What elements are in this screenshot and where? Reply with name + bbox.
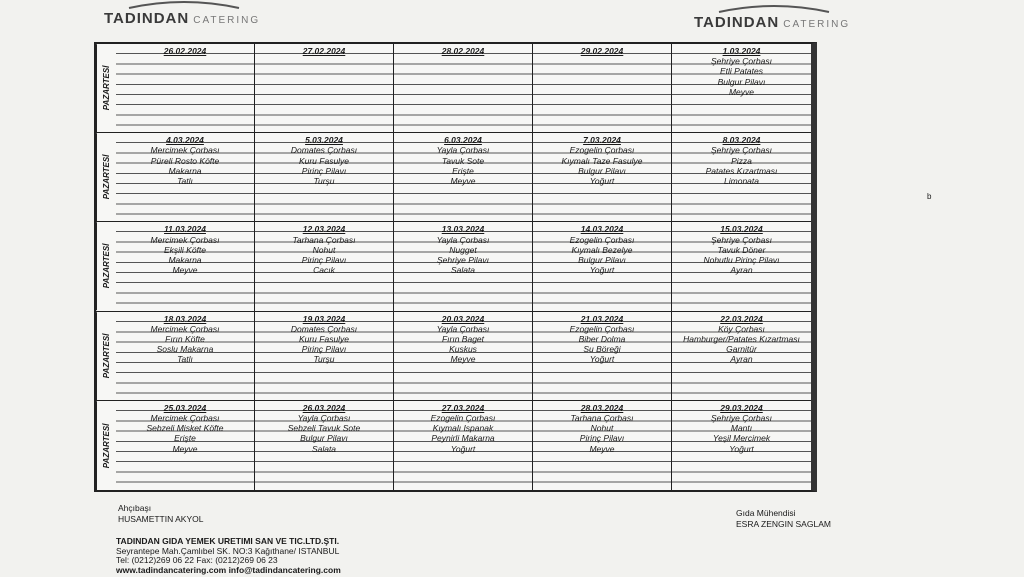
menu-item: Bulgur Pilavı [578,255,626,265]
menu-item: Bulgur Pilavı [300,433,348,444]
day-date: 28.02.2024 [441,46,485,56]
day-cell [394,44,533,132]
menu-item: Mercimek Çorbası [150,234,220,245]
menu-item: Mantı [730,423,753,434]
menu-item: Soslu Makarna [156,344,214,355]
menu-item: Kuru Fasulye [298,334,350,344]
day-date: 27.02.2024 [302,46,346,56]
menu-item: Turşu [313,354,335,365]
menu-item: Nohutlu Pirinç Pilavı [703,255,780,265]
day-date: 29.02.2024 [580,46,624,56]
day-date: 19.03.2024 [302,313,346,324]
chef-signature [118,503,204,525]
menu-item: Bulgur Pilavı [578,165,626,176]
menu-item: Kuskus [449,344,477,355]
day-date: 15.03.2024 [720,224,763,235]
menu-item: Şehriye Çorbası [711,56,772,67]
menu-item: Sebzeli Tavuk Sote [287,423,361,434]
day-cell [533,401,672,490]
day-cell [394,222,533,310]
menu-item: Köy Çorbası [718,323,765,334]
menu-item: Fırın Köfte [165,334,205,344]
menu-item: Yayla Çorbası [436,323,490,334]
day-cell [672,133,811,221]
menu-item: Şehriye Çorbası [711,145,772,156]
menu-item: Ezogelin Çorbası [569,234,635,245]
day-cell [394,312,533,400]
day-cell [533,222,672,310]
menu-item: Pirinç Pilavı [579,433,625,444]
menu-item: Meyve [172,443,198,454]
weekday-label: PAZARTESİ [96,133,116,221]
menu-item: Erişte [174,433,196,444]
day-date: 5.03.2024 [305,135,343,146]
menu-item: Yayla Çorbası [297,413,351,423]
menu-item: Fırın Baget [441,334,485,344]
logo-swoosh-icon [714,4,834,14]
engineer-name: ESRA ZENGIN SAGLAM [736,519,831,529]
day-date: 20.03.2024 [441,313,485,324]
day-cell [394,401,533,490]
menu-item: Sebzeli Misket Köfte [146,423,224,434]
menu-item: Pirinç Pilavı [301,344,347,355]
menu-item: Mercimek Çorbası [150,145,220,156]
day-cell [116,401,255,490]
day-date: 26.03.2024 [302,402,346,413]
company-web: www.tadindancatering.com info@tadindancatering.com [116,564,341,575]
chef-name: HUSAMETTIN AKYOL [118,514,204,524]
menu-table [94,42,817,492]
menu-item: Püreli Rosto Köfte [150,155,220,166]
menu-item: Şehriye Çorbası [711,413,772,423]
menu-item: Mercimek Çorbası [150,413,220,423]
day-cell [533,312,672,400]
day-date: 14.03.2024 [580,224,624,235]
menu-item: Meyve [450,176,476,186]
week-row [96,312,811,401]
menu-item: Makarna [168,255,202,265]
company-name: TADINDAN GIDA YEMEK URETIMI SAN VE TIC.LTD.ŞTI. [116,536,340,546]
menu-item: Ekşili Köfte [163,244,207,255]
menu-item: Nohut [312,244,336,255]
menu-item: Peynirli Makarna [431,433,495,444]
day-cell [672,222,811,310]
menu-item: Yoğurt [450,443,476,454]
engineer-title: Gıda Mühendisi [736,508,796,518]
menu-item: Yoğurt [729,443,754,454]
menu-item: Pirinç Pilavı [301,255,347,265]
menu-item: Salata [450,265,476,276]
menu-item: Pirinç Pilavı [301,165,347,176]
menu-item: Kıymalı Taze Fasulye [561,155,643,166]
menu-item: Domates Çorbası [290,145,358,156]
day-cell [255,222,394,310]
menu-item: Biber Dolma [578,334,626,344]
logo-swoosh-icon [124,0,244,10]
menu-item: Salata [311,443,337,454]
menu-item: Tavuk Döner [717,244,766,255]
engineer-signature [736,508,831,530]
company-address: Seyrantepe Mah.Çamlıbel SK. NO:3 Kağıthane/ ISTANBUL [116,545,340,556]
day-cell [255,44,394,132]
menu-item: Yayla Çorbası [436,234,490,245]
day-cell [255,133,394,221]
menu-item: Mercimek Çorbası [150,323,220,334]
menu-item: Kuru Fasulye [298,155,350,166]
day-cell [116,133,255,221]
chef-title: Ahçıbaşı [118,503,152,513]
logo-sub-text: CATERING [783,19,851,30]
menu-item: Nohut [590,423,614,434]
day-date: 1.03.2024 [722,46,761,56]
logo-brand-text: TADINDAN [104,10,190,27]
logo-brand-text: TADINDAN [694,14,780,31]
menu-item: Erişte [452,165,474,176]
menu-item: Domates Çorbası [290,323,358,334]
day-cell [672,401,811,490]
day-date: 11.03.2024 [164,224,206,235]
day-date: 7.03.2024 [583,135,621,146]
menu-item: Hamburger/Patates Kızartması [683,334,800,344]
company-logo-right [694,14,850,32]
weekday-label: PAZARTESİ [96,222,116,310]
logo-sub-text: CATERING [193,15,261,26]
menu-item: Tatlı [177,354,193,365]
week-row [96,401,811,490]
menu-item: Meyve [589,443,615,454]
menu-item: Yeşil Mercimek [712,433,771,444]
menu-item: Nugget [449,244,477,255]
menu-item: Yoğurt [589,176,615,186]
day-date: 25.03.2024 [163,402,207,413]
menu-item: Bulgur Pilavı [717,76,766,87]
menu-item: Yoğurt [589,354,615,365]
day-cell [255,312,394,400]
day-cell [672,44,811,132]
menu-item: Şehriye Çorbası [711,234,772,245]
day-cell [394,133,533,221]
menu-item: Kıymalı Ispanak [432,423,494,434]
menu-item: Meyve [172,265,198,276]
weekday-label: PAZARTESİ [96,312,116,400]
day-cell [116,44,255,132]
day-cell [116,222,255,310]
menu-item: Meyve [728,86,755,97]
week-row [96,44,811,133]
side-mark: b [927,192,932,201]
menu-item: Garnitür [726,344,757,355]
day-date: 27.03.2024 [441,402,485,413]
menu-item: Yayla Çorbası [436,145,490,156]
menu-item: Tarhana Çorbası [292,234,356,245]
menu-item: Etli Patates [720,66,763,77]
day-date: 28.03.2024 [580,402,624,413]
menu-item: Su Böreği [583,344,621,355]
menu-item: Kıymalı Bezelye [571,244,633,255]
weekday-label: PAZARTESİ [96,44,116,132]
menu-item: Tarhana Çorbası [570,413,634,423]
week-row [96,133,811,222]
menu-item: Ezogelin Çorbası [430,413,496,423]
day-date: 12.03.2024 [302,224,346,235]
company-footer [116,537,341,575]
menu-item: Cacık [313,265,335,276]
menu-item: Ayran [730,354,753,365]
menu-item: Turşu [313,176,335,186]
day-date: 8.03.2024 [722,135,761,146]
company-logo-left [104,10,260,28]
menu-item: Ayran [730,265,753,276]
company-phone: Tel: (0212)269 06 22 Fax: (0212)269 06 23 [116,555,278,566]
day-cell [672,312,811,400]
day-date: 13.03.2024 [441,224,485,235]
menu-item: Tavuk Sote [441,155,485,166]
menu-item: Ezogelin Çorbası [569,145,635,156]
menu-item: Yoğurt [589,265,615,276]
day-cell [255,401,394,490]
day-date: 6.03.2024 [444,135,482,146]
menu-item: Şehriye Pilavı [437,255,489,265]
menu-item: Pizza [731,155,752,166]
menu-item: Patates Kızartması [705,165,778,176]
week-row [96,222,811,311]
menu-item: Ezogelin Çorbası [569,323,635,334]
day-date: 22.03.2024 [720,313,763,324]
menu-item: Limonata [724,176,759,186]
weekday-label: PAZARTESİ [96,401,116,490]
menu-item: Meyve [450,354,476,365]
day-cell [533,44,672,132]
day-cell [533,133,672,221]
menu-item: Tatlı [177,176,193,186]
day-date: 4.03.2024 [166,135,204,146]
menu-item: Makarna [168,165,202,176]
day-date: 29.03.2024 [720,402,763,413]
day-cell [116,312,255,400]
day-date: 26.02.2024 [163,46,207,56]
day-date: 18.03.2024 [163,313,207,324]
day-date: 21.03.2024 [580,313,624,324]
